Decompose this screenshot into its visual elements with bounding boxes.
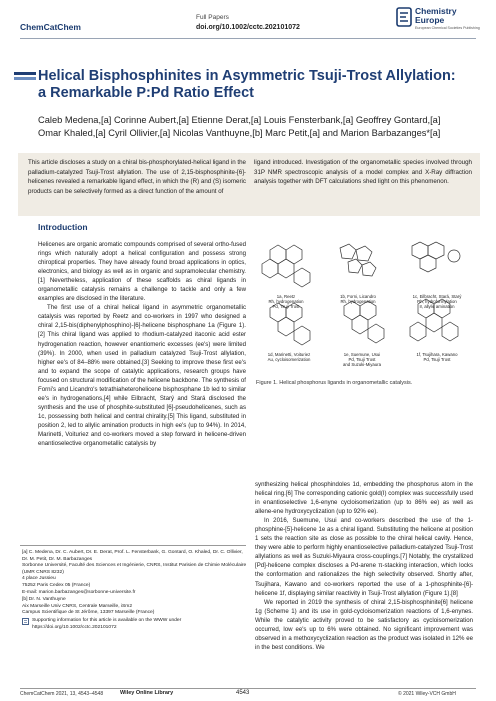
supporting-info-note [22, 618, 248, 631]
right-paragraph-1: synthesizing helical phosphindoles 1d, embedding the phosphorus atom in the helical ring.[6] The corresponding cationic gold(I) complex was successfully used in enantioselective 1,6-enyne cycloisomerization (up to 86% ee) as well as allene-ene hydroxycyclization (up to 92% ee). [255, 481, 473, 516]
figure-caption: Figure 1. Helical phosphorus ligands in organometallic catalysis. [256, 380, 413, 386]
footnote-affiliation-a: [a] C. Medena, Dr. C. Aubert, Dr. E. Derat, Prof. L. Fensterbank, G. Gontard, O. Khaled, Dr. C. Ollivier, Dr. M. Petit, Dr. M. Barbazanges Sorbonne Université, Faculté des Sciences et Ingénierie, CNRS, Institut Parisien de Chimie Moléculaire (UMR CNRS 8232) 4 place Jussieu 75252 Paris Cedex 05 (France) E-mail: marion.barbazanges@sorbonne-universite.fr [22, 550, 247, 595]
structure-1d-icon [270, 303, 310, 345]
section-label: Full Papers [196, 14, 229, 21]
structure-1e-icon [344, 301, 384, 343]
author-list [38, 114, 478, 139]
footer-citation: ChemCatChem 2021, 13, 4543–4548 [20, 691, 104, 697]
authors-line-2: Omar Khaled,[a] Cyril Ollivier,[a] Nicolas Vanthuyne,[b] Marc Petit,[a] and Marion Barbazanges*[a] [38, 127, 441, 138]
right-paragraph-3: We reported in 2019 the synthesis of chiral 2,15-bisphosphinite[6] helicene 1g (Scheme 1) and its use in gold-cycloisomerization reactions of 1,6-enynes. While the catalytic activity proved to be satisfactory as cycloisomerization occurred, low ee's up to 6% were obtained. No significant improvement was observed in a methoxycyclization reaction as the product was isolated in 12% ee in the best conditions. We [255, 598, 473, 651]
intro-heading: Introduction [38, 222, 88, 232]
footnote-affiliation-b: [b] Dr. N. Vanthuyne Aix Marseille Univ CNRS, Centrale Marseille, iSm2 Campus Scientifique de St Jérôme, 13397 Marseille (France) [22, 597, 155, 616]
authors-line-1: Caleb Medena,[a] Corinne Aubert,[a] Etienne Derat,[a] Louis Fensterbank,[a] Geoffrey Gontard,[a] [38, 115, 441, 125]
footer-rule [20, 688, 476, 689]
figure-label-1d: 1d, Marinetti, Voituriez Au, cycloisomerization [267, 352, 311, 362]
intro-column-left [38, 240, 246, 448]
figure-label-1a: 1a, Reetz Rh, hydrogenation Pd, Tsuji Trost [268, 294, 304, 309]
supporting-info-text[interactable]: Supporting information for this article is available on the WWW under https://doi.org/10.1002/cctc.202101072 [32, 617, 182, 630]
figure-label-1e: 1e, Suemune, Usui Pd, Tsuji Trost and Suzuki-Miyaura [343, 352, 381, 367]
right-paragraph-2: In 2016, Suemune, Usui and co-workers described the use of the 1-phosphine-[5]-helicene 1e as a chiral ligand. Substituting the helicene at position 1 sets the reaction site as close as possible to the chiral helical cavity. Hence, they were able to perform highly enantioselective palladium-catalyzed Tsuji-Trost allylations as well as Suzuki-Miyaura cross-couplings.[7] Notably, the crystallized [Pd]-helicene complex discloses a Pd-arene π-stacking interaction, which locks the conformation and rationalizes the high selectivity observed. Shortly after, Tsujihara, Kawano and co-workers reported the use of a 1-phosphinite-[6]-helicene 1f, displaying similar reactivity in Tsuji-Trost allylation (Figure 1).[8] [255, 517, 473, 597]
page-number: 4543 [236, 690, 250, 696]
footnote-rule [20, 545, 246, 546]
footer-copyright: © 2021 Wiley-VCH GmbH [398, 691, 456, 697]
figure-label-1c: 1c, Eilbracht, Stará, Starý Rh, hydroformylation Ir, allylic amination [412, 294, 462, 309]
footer-brand[interactable]: Wiley Online Library [120, 690, 174, 696]
document-icon [22, 618, 29, 625]
journal-name: ChemCatChem [20, 22, 81, 32]
publisher-sub: European Chemical Societies Publishing [415, 26, 480, 30]
footnotes [22, 550, 248, 631]
structure-1a-icon [262, 245, 310, 287]
intro-column-right [255, 480, 473, 652]
article-title: Helical Bisphosphinites in Asymmetric Tsuji-Trost Allylation: a Remarkable P:Pd Ratio Effect [38, 68, 456, 101]
figure-label-1b: 1b, Forni, Licandro Rh, hydrogenation [340, 294, 376, 304]
abstract-right: ligand introduced. Investigation of the organometallic species involved through 31P NMR spectroscopic analysis of a model complex and X-Ray diffraction analysis together with DFT calculations shed light on this phenomenon. [254, 159, 472, 186]
intro-paragraph-1: Helicenes are organic aromatic compounds comprised of several ortho-fused rings which naturally adopt a helical configuration and possess strong chiroptical properties. They have already found broad applications in optics, electronics, and biology as well as in organic and supramolecular chemistry.[1] Nevertheless, application of these scaffolds as chiral ligands in organometallic catalysis remains a challenge to tackle and only a few examples are disclosed in the literature. [38, 241, 246, 303]
figure-label-1f: 1f, Tsujihara, Kawano Pd, Tsuji Trost [416, 352, 458, 362]
header-rule [20, 38, 476, 39]
structure-1c-icon [412, 242, 460, 272]
abstract-box [18, 153, 480, 216]
publisher-logo [396, 5, 486, 35]
abstract-left: This article discloses a study on a chiral bis-phosphorylated-helical ligand in the palladium-catalyzed Tsuji-Trost allylation. The use of 2,15-bisphosphinite-[6]-helicenes revealed a remarkable ligand effect, in which the (R) and (S) isomeric products can be selectively formed as a direct function of the amount of [28, 159, 246, 195]
intro-paragraph-2: The first use of a chiral helical ligand in asymmetric organometallic catalysis was reported by Reetz and co-workers in 1997 who designed a chiral 2,15-bis(diphenylphosphino)-[6]-helicene bisphosphane 1a (Figure 1).[2] This chiral ligand was applied to rhodium-catalyzed itaconic acid ester hydrogenation reaction, however enantiomeric excesses (ee's) were limited (39%). In 2000, when used in palladium catalyzed Tsuji-Trost allylation, higher ee's of 84–88% were obtained.[3] Seeking to improve these first ee's and to expand the scope of catalytic applications, research groups have focused on structural modification of the helicene backbone. The synthesis of Forni's and Licandro's tetrathiaheterohelicene bisphosphane 1b led to similar ee's in hydrogenations,[4] while Eilbracht, Starý and Stará disclosed the synthesis and the use of phosphite-substituted [6]-pseudohelicenes, such as 1c, possessing both helical and central chirality.[5] This ligand, substituted in position 2, led to allylic amination products in high ee's (up to 94%). In 2014, Marinetti, Voituriez and co-workers moved a step forward in helicene-driven enantioselective organometallic catalysis by [38, 304, 246, 448]
publisher-name: Chemistry Europe [415, 6, 457, 25]
doi-link[interactable]: doi.org/10.1002/cctc.202101072 [196, 24, 300, 31]
title-decoration-icon [14, 72, 36, 82]
structure-1b-icon [340, 244, 376, 276]
chemistry-europe-logo-icon [396, 7, 412, 27]
